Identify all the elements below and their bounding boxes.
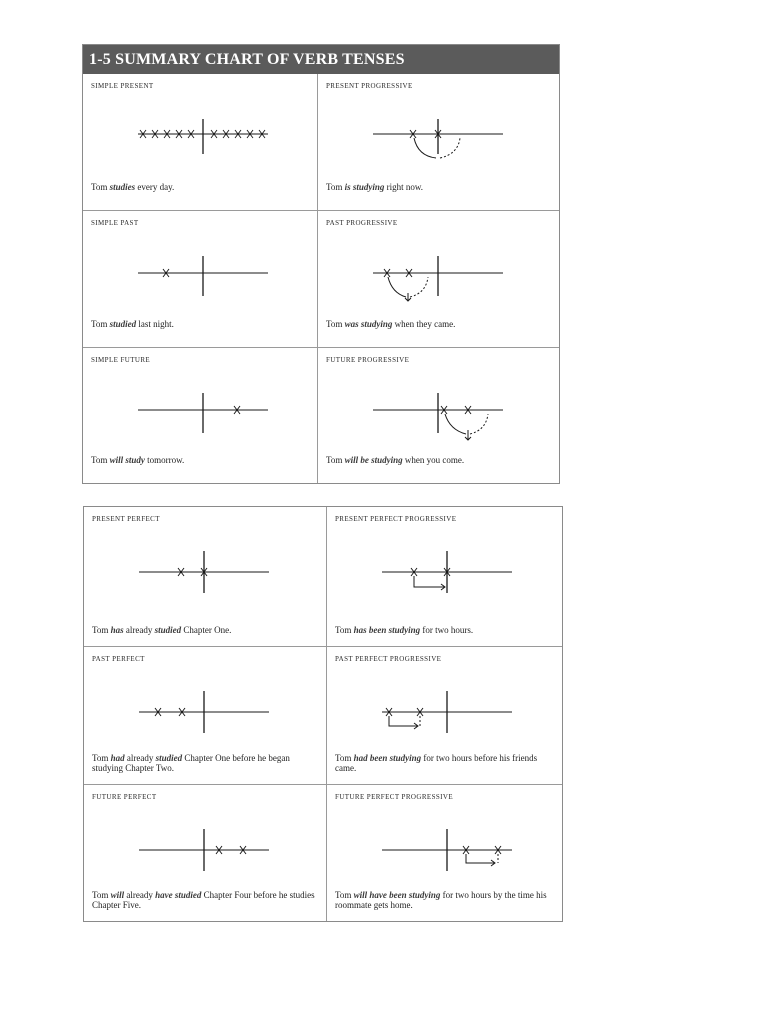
example-sentence: Tom had already studied Chapter One before he began studying Chapter Two. <box>92 753 290 773</box>
cell-present-perfect-progressive <box>327 507 562 647</box>
example-sentence: Tom has already studied Chapter One. <box>92 625 232 635</box>
cell-simple-future <box>83 348 318 483</box>
timeline-repeated-x-icon <box>123 104 273 174</box>
cell-future-progressive <box>318 348 559 483</box>
cell-past-perfect-progressive <box>327 647 562 785</box>
tense-label: FUTURE PROGRESSIVE <box>326 356 410 364</box>
tense-label: SIMPLE PAST <box>91 219 139 227</box>
example-sentence: Tom will already have studied Chapter Four before he studies Chapter Five. <box>92 890 315 910</box>
tense-grid-simple-progressive <box>83 74 559 483</box>
timeline-past-perfect-icon <box>124 677 274 747</box>
verb-tense-chart-panel-2 <box>83 506 563 922</box>
tense-label: PRESENT PERFECT PROGRESSIVE <box>335 515 457 523</box>
chart-title: 1-5 SUMMARY CHART OF VERB TENSES <box>83 45 559 74</box>
example-sentence: Tom will have been studying for two hours by the time his roommate gets home. <box>335 890 547 910</box>
example-sentence: Tom studies every day. <box>91 182 175 192</box>
cell-simple-present <box>83 74 318 211</box>
timeline-future-perfect-icon <box>124 815 274 885</box>
timeline-past-progressive-arc-icon <box>358 241 508 311</box>
cell-simple-past <box>83 211 318 348</box>
cell-past-progressive <box>318 211 559 348</box>
timeline-present-perfect-progressive-icon <box>367 537 517 607</box>
cell-future-perfect-progressive <box>327 785 562 921</box>
example-sentence: Tom studied last night. <box>91 319 174 329</box>
timeline-past-x-icon <box>123 241 273 311</box>
timeline-present-perfect-icon <box>124 537 274 607</box>
timeline-progressive-arc-icon <box>358 104 508 174</box>
tense-label: PRESENT PROGRESSIVE <box>326 82 413 90</box>
tense-label: FUTURE PERFECT PROGRESSIVE <box>335 793 454 801</box>
tense-label: PAST PERFECT <box>92 655 145 663</box>
verb-tense-chart-panel-1 <box>82 44 560 484</box>
timeline-future-x-icon <box>123 378 273 448</box>
tense-grid-perfect <box>84 507 562 921</box>
example-sentence: Tom has been studying for two hours. <box>335 625 474 635</box>
timeline-future-progressive-arc-icon <box>358 378 508 448</box>
example-sentence: Tom will study tomorrow. <box>91 455 185 465</box>
timeline-past-perfect-progressive-icon <box>367 677 517 747</box>
example-sentence: Tom had been studying for two hours before his friends came. <box>335 753 538 773</box>
timeline-future-perfect-progressive-icon <box>367 815 517 885</box>
cell-present-perfect <box>84 507 327 647</box>
example-sentence: Tom was studying when they came. <box>326 319 456 329</box>
tense-label: FUTURE PERFECT <box>92 793 157 801</box>
example-sentence: Tom will be studying when you come. <box>326 455 465 465</box>
tense-label: SIMPLE FUTURE <box>91 356 151 364</box>
cell-future-perfect <box>84 785 327 921</box>
tense-label: PAST PROGRESSIVE <box>326 219 398 227</box>
tense-label: PRESENT PERFECT <box>92 515 160 523</box>
example-sentence: Tom is studying right now. <box>326 182 424 192</box>
tense-label: SIMPLE PRESENT <box>91 82 154 90</box>
tense-label: PAST PERFECT PROGRESSIVE <box>335 655 442 663</box>
cell-past-perfect <box>84 647 327 785</box>
cell-present-progressive <box>318 74 559 211</box>
